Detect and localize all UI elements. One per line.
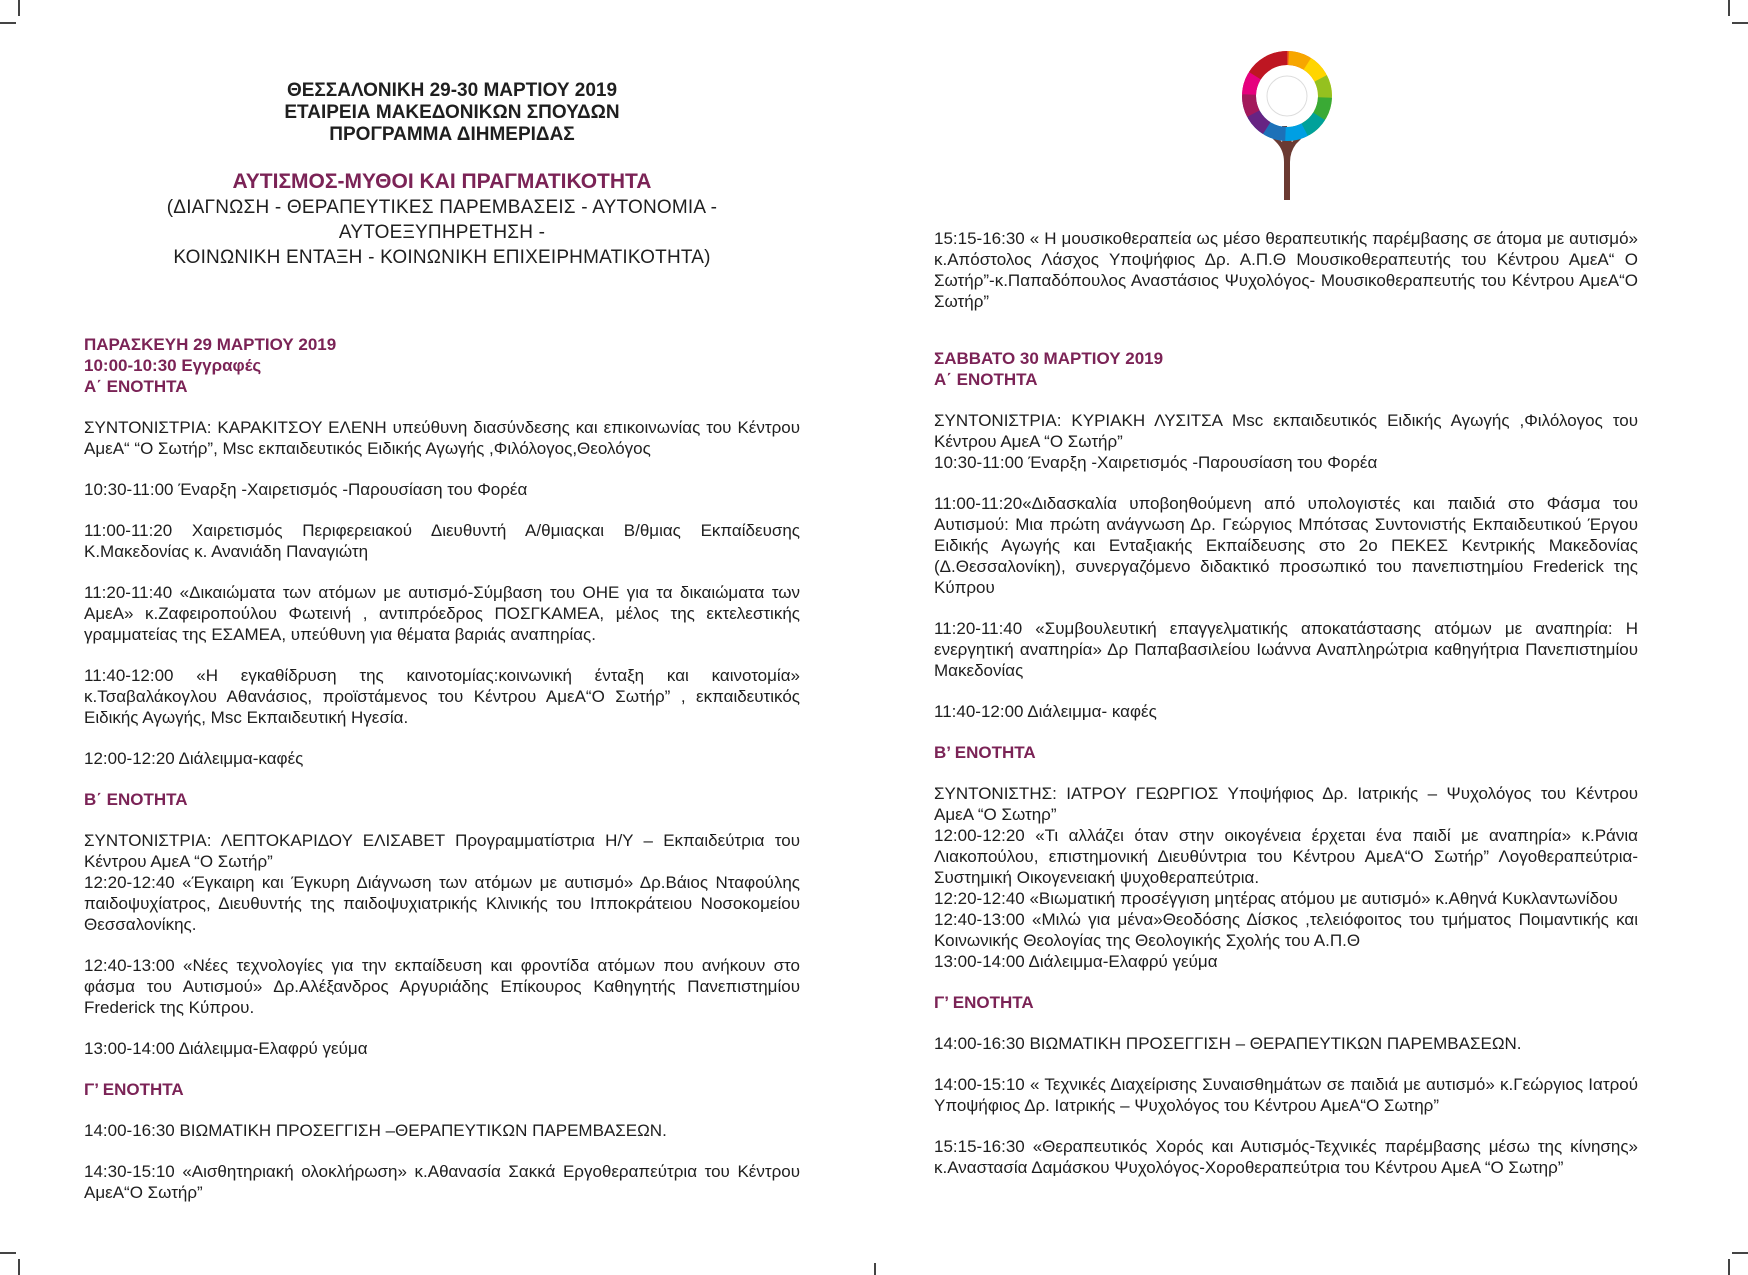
friday-session-1: 10:30-11:00 Έναρξη -Χαιρετισμός -Παρουσίαση του Φορέα <box>84 480 528 499</box>
saturday-session-1: 11:00-11:20«Διδασκαλία υποβοηθούμενη από υπολογιστές και παιδιά στο Φάσμα του Αυτισμού: Μια πρώτη ανάγνωση Δρ. Γεώργιος Μπότσας Συντονιστής Εκπαιδευτικού Έργου Ειδικής Αγωγής και Ενταξιακής Εκπαίδευσης στο 2ο ΠΕΚΕΣ Κεντρικής Μακεδονίας (Δ.Θεσσαλονίκη), συνεργαζόμενο διδακτικό προσωπικό του πανεπιστημίου Frederick της Κύπρου <box>934 494 1638 597</box>
saturday-session-6: 12:40-13:00 «Μιλώ για μένα»Θεοδόσης Δίσκος ,τελειόφοιτος του τμήματος Ποιμαντικής και Κοινωνικής Θεολογίας της Θεολογικής Σχολής του Α.Π.Θ <box>934 910 1638 950</box>
crop-mark-bottom-right-h <box>1732 1252 1748 1254</box>
crop-mark-bottom-left-h <box>0 1252 16 1254</box>
theme-title: ΑΥΤΙΣΜΟΣ-ΜΥΘΟΙ ΚΑΙ ΠΡΑΓΜΑΤΙΚΟΤΗΤΑ <box>232 170 652 193</box>
friday-session-5: 12:00-12:20 Διάλειμμα-καφές <box>84 749 304 768</box>
saturday-coordinator-b: ΣΥΝΤΟΝΙΣΤΗΣ: ΙΑΤΡΟΥ ΓΕΩΡΓΙΟΣ Υποψήφιος Δρ. Ιατρικής – Ψυχολόγος του Κέντρου ΑμεΑ “Ο Σωτηρ” <box>934 784 1638 824</box>
saturday-date: ΣΑΒΒΑΤΟ 30 ΜΑΡΤΙΟΥ 2019 <box>934 349 1164 368</box>
friday-session-7: 12:40-13:00 «Νέες τεχνολογίες για την εκπαίδευση και φροντίδα ατόμων που ανήκουν στο φάσμα του Αυτισμού» Δρ.Αλέξανδρος Αργυριάδης Επίκουρος Καθηγητής Πανεπιστημίου Frederick της Κύπρου. <box>84 956 800 1017</box>
subtitle-line1: (ΔΙΑΓΝΩΣΗ - ΘΕΡΑΠΕΥΤΙΚΕΣ ΠΑΡΕΜΒΑΣΕΙΣ - ΑΥΤΟΝΟΜΙΑ - ΑΥΤΟΕΞΥΠΗΡΕΤΗΣΗ - <box>166 197 718 243</box>
friday-date: ΠΑΡΑΣΚΕΥΗ 29 ΜΑΡΤΙΟΥ 2019 <box>84 335 337 354</box>
crop-mark-top-left <box>18 0 20 16</box>
saturday-section-c: Γ’ ΕΝΟΤΗΤΑ <box>934 993 1034 1012</box>
puzzle-tree-logo-icon <box>1232 50 1342 200</box>
friday-session-10: 14:30-15:10 «Αισθητηριακή ολοκλήρωση» κ.Αθανασία Σακκά Εργοθεραπεύτρια του Κέντρου ΑμεΑ“Ο Σωτήρ” <box>84 1162 800 1202</box>
friday-session-8: 13:00-14:00 Διάλειμμα-Ελαφρύ γεύμα <box>84 1039 368 1058</box>
crop-mark-top-right-h <box>1732 22 1748 24</box>
friday-session-6: 12:20-12:40 «Έγκαιρη και Έγκυρη Διάγνωση των ατόμων με αυτισμό» Δρ.Βάιος Νταφούλης παιδοψυχίατρος, Διευθυντής της παιδοψυχιατρικής Κλινικής του Ιπποκράτειου Νοσοκομείου Θεσσαλονίκης. <box>84 873 800 934</box>
header-block <box>180 80 724 146</box>
friday-session-2: 11:00-11:20 Χαιρετισμός Περιφερειακού Διευθυντή Α/θμιαςκαι Β/θμιας Εκπαίδευσης Κ.Μακεδονίας κ. Ανανιάδη Παναγιώτη <box>84 521 800 561</box>
saturday-session-5: 12:20-12:40 «Βιωματική προσέγγιση μητέρας ατόμου με αυτισμό» κ.Αθηνά Κυκλαντωνίδου <box>934 889 1618 908</box>
header-title-line1: ΘΕΣΣΑΛΟΝΙΚΗ 29-30 ΜΑΡΤΙΟΥ 2019 <box>286 80 618 101</box>
saturday-session-2: 11:20-11:40 «Συμβουλευτική επαγγελματικής αποκατάστασης ατόμων με αναπηρία: Η ενεργητική αναπηρία» Δρ Παπαβασιλείου Ιωάννα Αναπληρώτρια καθηγήτρια Πανεπιστημίου Μακεδονίας <box>934 619 1638 680</box>
friday-registration: 10:00-10:30 Εγγραφές <box>84 356 262 375</box>
crop-mark-bottom-left <box>18 1259 20 1275</box>
friday-section-a: Α΄ ΕΝΟΤΗΤΑ <box>84 377 188 396</box>
right-column <box>934 228 1638 1178</box>
friday-coordinator-a: ΣΥΝΤΟΝΙΣΤΡΙΑ: ΚΑΡΑΚΙΤΣΟΥ ΕΛΕΝΗ υπεύθυνη διασύνδεσης και επικοινωνίας του Κέντρου ΑμεΑ“ “Ο Σωτήρ”, Msc εκπαιδευτικός Ειδικής Αγωγής ,Φιλόλογος,Θεολόγος <box>84 418 800 458</box>
crop-mark-top-right <box>1728 0 1730 16</box>
subtitle-line2: ΚΟΙΝΩΝΙΚΗ ΕΝΤΑΞΗ - ΚΟΙΝΩΝΙΚΗ ΕΠΙΧΕΙΡΗΜΑΤΙΚΟΤΗΤΑ) <box>173 247 711 268</box>
header-title-line2: ΕΤΑΙΡΕΙΑ ΜΑΚΕΔΟΝΙΚΩΝ ΣΠΟΥΔΩΝ <box>284 102 620 123</box>
left-column <box>84 80 800 1203</box>
friday-session-11: 15:15-16:30 « Η μουσικοθεραπεία ως μέσο θεραπευτικής παρέμβασης σε άτομα με αυτισμό» κ.Απόστολος Λάσχος Υποψήφιος Δρ. Α.Π.Θ Μουσικοθεραπευτής του Κέντρου ΑμεΑ“ Ο Σωτήρ”-κ.Παπαδόπουλος Αναστάσιος Ψυχολόγος- Μουσικοθεραπευτής του Κέντρου ΑμεΑ“Ο Σωτήρ” <box>934 229 1638 311</box>
friday-section-c: Γ’ ΕΝΟΤΗΤΑ <box>84 1080 184 1099</box>
saturday-coordinator-a: ΣΥΝΤΟΝΙΣΤΡΙΑ: ΚΥΡΙΑΚΗ ΛΥΣΙΤΣΑ Msc εκπαιδευτικός Ειδικής Αγωγής ,Φιλόλογος του Κέντρου ΑμεΑ “Ο Σωτήρ” <box>934 411 1638 451</box>
friday-coordinator-b: ΣΥΝΤΟΝΙΣΤΡΙΑ: ΛΕΠΤΟΚΑΡΙΔΟΥ ΕΛΙΣΑΒΕΤ Προγραμματίστρια Η/Υ – Εκπαιδεύτρια του Κέντρου ΑμεΑ “Ο Σωτήρ” <box>84 831 800 871</box>
friday-section-b: Β΄ ΕΝΟΤΗΤΑ <box>84 790 188 809</box>
saturday-section-a: Α΄ ΕΝΟΤΗΤΑ <box>934 370 1038 389</box>
saturday-session-7: 13:00-14:00 Διάλειμμα-Ελαφρύ γεύμα <box>934 952 1218 971</box>
saturday-session-4: 12:00-12:20 «Τι αλλάζει όταν στην οικογένεια έρχεται ένα παιδί με αναπηρία» κ.Ράνια Λιακοπούλου, επιστημονική Διευθύντρια του Κέντρου ΑμεΑ“Ο Σωτήρ” Λογοθεραπεύτρια-Συστημική Οικογενειακή ψυχοθεραπεύτρια. <box>934 826 1638 887</box>
saturday-section-b: Β’ ΕΝΟΤΗΤΑ <box>934 743 1036 762</box>
header-title-line3: ΠΡΟΓΡΑΜΜΑ ΔΙΗΜΕΡΙΔΑΣ <box>329 124 575 145</box>
saturday-session-3: 11:40-12:00 Διάλειμμα- καφές <box>934 702 1157 721</box>
friday-session-4: 11:40-12:00 «Η εγκαθίδρυση της καινοτομίας:κοινωνική ένταξη και καινοτομία» κ.Τσαβαλάκογλου Αθανάσιος, προϊστάμενος του Κέντρου ΑμεΑ“Ο Σωτήρ” , εκπαιδευτικός Ειδικής Αγωγής, Msc Εκπαιδευτική Ηγεσία. <box>84 666 800 727</box>
saturday-session-9: 14:00-15:10 « Τεχνικές Διαχείρισης Συναισθημάτων σε παιδιά με αυτισμό» κ.Γεώργιος Ιατρού Υποψήφιος Δρ. Ιατρικής – Ψυχολόγος του Κέντρου ΑμεΑ“Ο Σωτηρ” <box>934 1075 1638 1115</box>
crop-mark-bottom-right <box>1728 1259 1730 1275</box>
saturday-session-8: 14:00-16:30 ΒΙΩΜΑΤΙΚΗ ΠΡΟΣΕΓΓΙΣΗ – ΘΕΡΑΠΕΥΤΙΚΩΝ ΠΑΡΕΜΒΑΣΕΩΝ. <box>934 1034 1522 1053</box>
crop-mark-bottom-center <box>874 1263 876 1275</box>
crop-mark-top-left-h <box>0 22 16 24</box>
saturday-session-0: 10:30-11:00 Έναρξη -Χαιρετισμός -Παρουσίαση του Φορέα <box>934 453 1378 472</box>
friday-session-9: 14:00-16:30 ΒΙΩΜΑΤΙΚΗ ΠΡΟΣΕΓΓΙΣΗ –ΘΕΡΑΠΕΥΤΙΚΩΝ ΠΑΡΕΜΒΑΣΕΩΝ. <box>84 1121 667 1140</box>
saturday-session-10: 15:15-16:30 «Θεραπευτικός Χορός και Αυτισμός-Τεχνικές παρέμβασης μέσω της κίνησης» κ.Αναστασία Δαμάσκου Ψυχολόγος-Χοροθεραπεύτρια του Κέντρου ΑμεΑ “Ο Σωτηρ” <box>934 1137 1638 1177</box>
friday-session-3: 11:20-11:40 «Δικαιώματα των ατόμων με αυτισμό-Σύμβαση του ΟΗΕ για τα δικαιώματα των ΑμεΑ» κ.Ζαφειροπούλου Φωτεινή , αντιπρόεδρος ΠΟΣΓΚΑΜΕΑ, μέλος της εκτελεστικής γραμματείας της ΕΣΑΜΕΑ, υπεύθυνη για θέματα βαριάς αναπηρίας. <box>84 583 800 644</box>
